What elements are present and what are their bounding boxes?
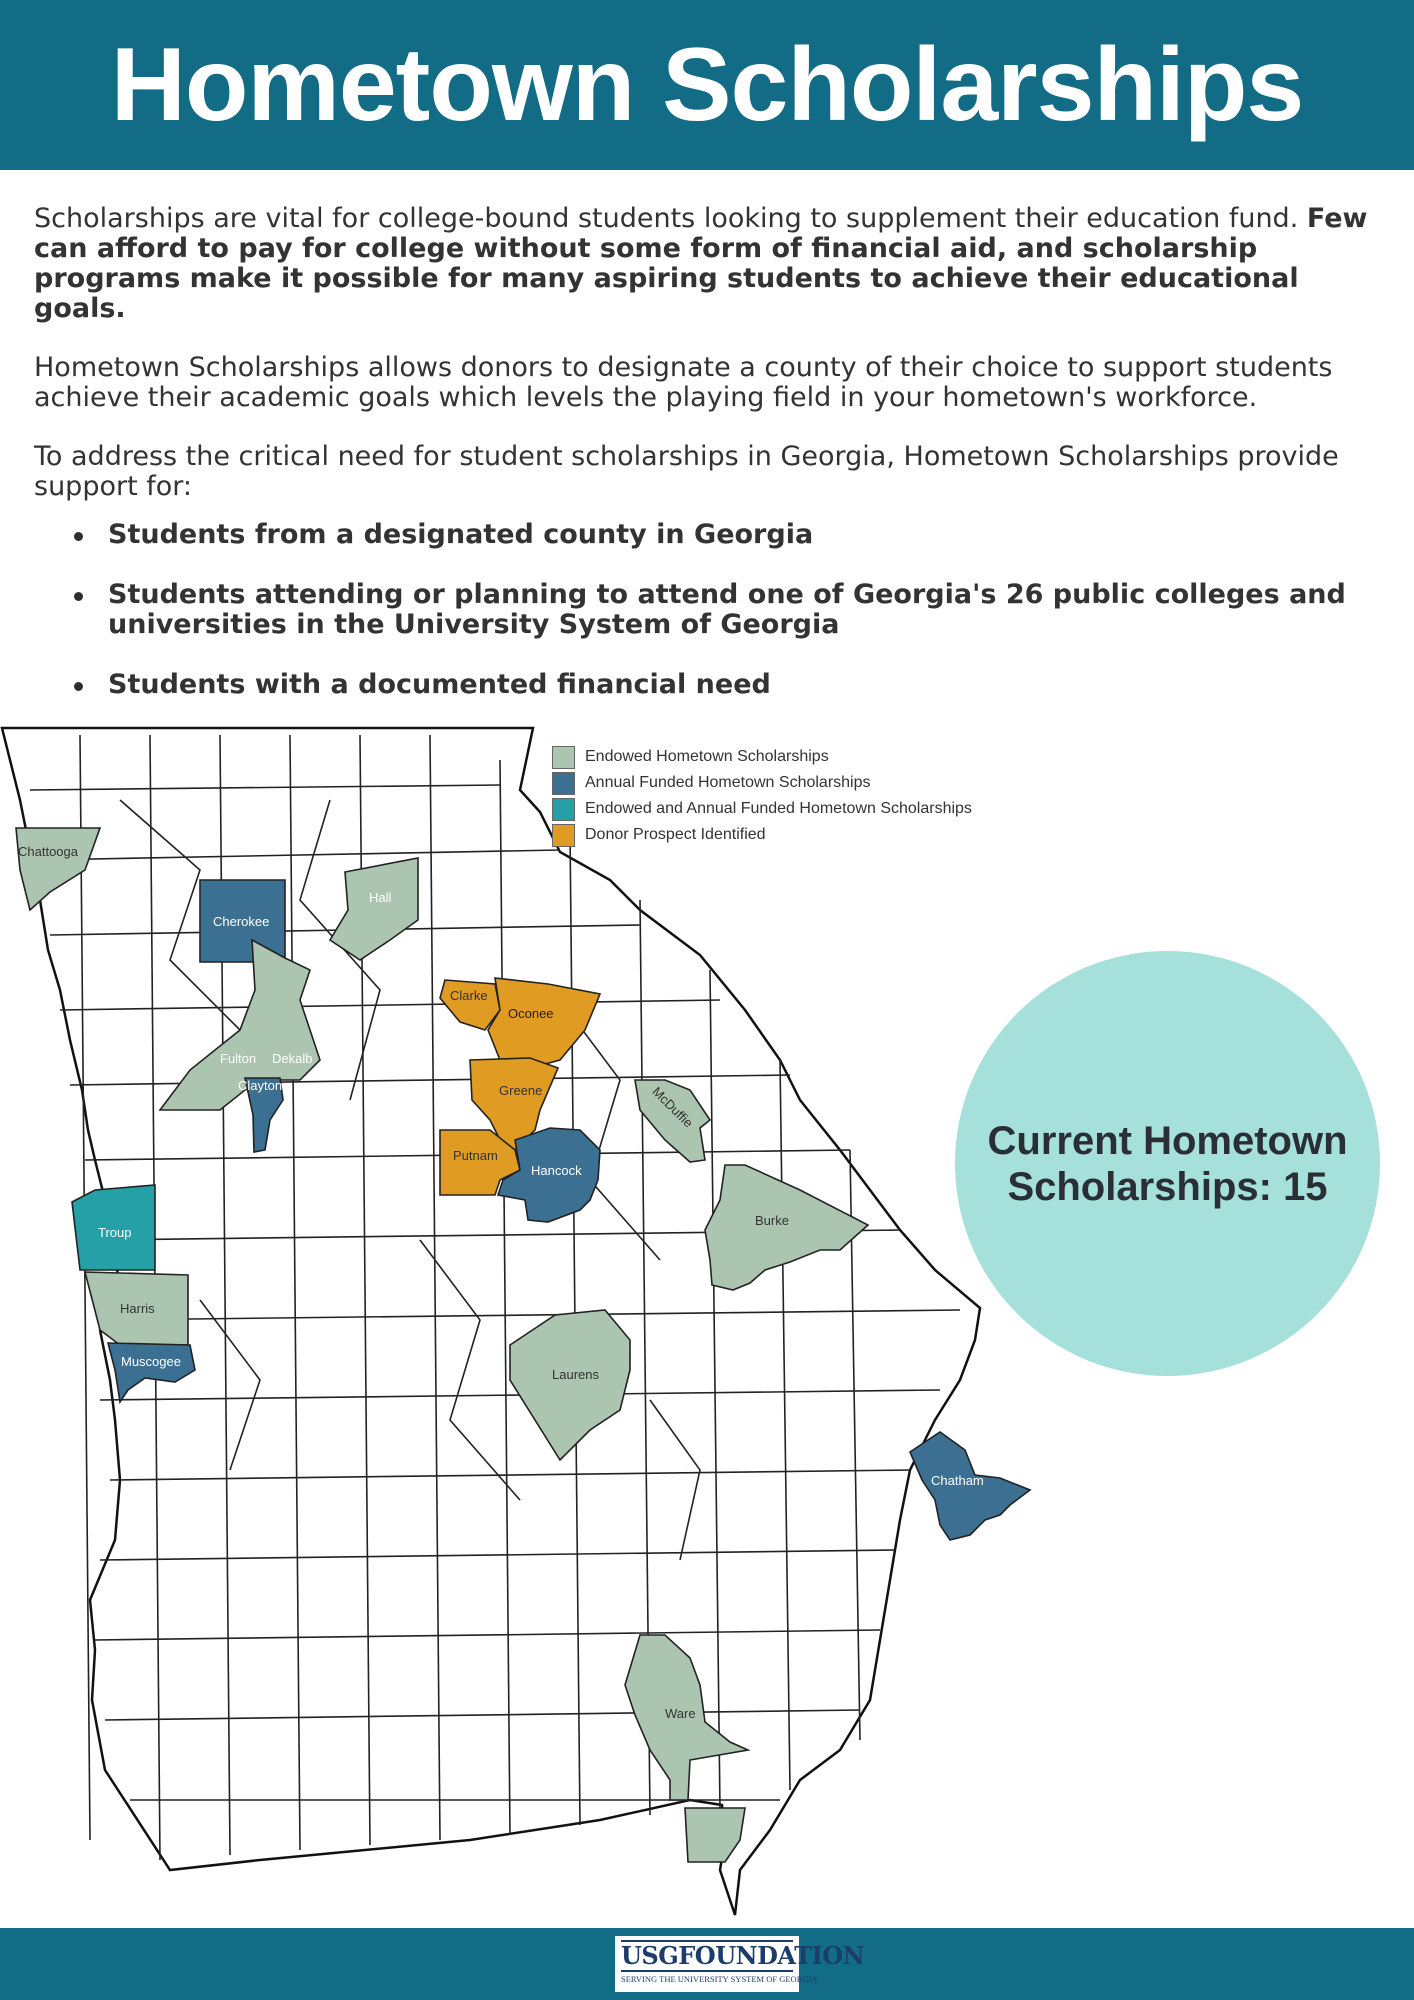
label-mcduffie: McDuffie bbox=[649, 1083, 697, 1131]
list-item: Students from a designated county in Georgia bbox=[108, 520, 1384, 550]
logo-tagline: SERVING THE UNIVERSITY SYSTEM OF GEORGIA bbox=[621, 1974, 818, 1984]
label-ware: Ware bbox=[665, 1706, 696, 1721]
label-putnam: Putnam bbox=[453, 1148, 498, 1163]
legend-swatch bbox=[552, 798, 575, 821]
label-fulton: Fulton bbox=[220, 1051, 257, 1066]
label-harris: Harris bbox=[120, 1301, 155, 1316]
label-chattooga: Chattooga bbox=[18, 844, 78, 859]
page-header bbox=[0, 0, 1414, 170]
label-chatham: Chatham bbox=[931, 1473, 984, 1488]
label-greene: Greene bbox=[499, 1083, 543, 1098]
legend-label: Endowed and Annual Funded Hometown Scholarships bbox=[585, 800, 972, 817]
legend-item-donor-prospect bbox=[552, 822, 972, 848]
logo-wordmark: USGFOUNDATION bbox=[621, 1941, 865, 1970]
label-clarke: Clarke bbox=[450, 988, 488, 1003]
label-dekalb: Dekalb bbox=[272, 1051, 313, 1066]
label-cherokee: Cherokee bbox=[213, 914, 270, 929]
legend-label: Annual Funded Hometown Scholarships bbox=[585, 774, 871, 791]
legend-item-endowed-and-annual bbox=[552, 796, 972, 822]
legend-item-annual bbox=[552, 770, 972, 796]
intro-section bbox=[34, 204, 1384, 730]
georgia-county-map bbox=[0, 720, 1040, 1920]
intro-paragraph-1 bbox=[34, 204, 1384, 324]
legend-swatch bbox=[552, 824, 575, 847]
intro-text: Scholarships are vital for college-bound students looking to supplement their education fund. bbox=[34, 203, 1307, 234]
support-list bbox=[34, 520, 1384, 700]
label-laurens: Laurens bbox=[552, 1367, 599, 1382]
label-clayton: Clayton bbox=[238, 1078, 283, 1093]
list-item: Students attending or planning to attend one of Georgia's 26 public colleges and universities in the University System of Georgia bbox=[108, 580, 1384, 640]
page-title: Hometown Scholarships bbox=[110, 27, 1304, 143]
intro-paragraph-2: Hometown Scholarships allows donors to designate a county of their choice to support students achieve their academic goals which levels the playing field in your hometown's workforce. bbox=[34, 352, 1333, 413]
list-item: Students with a documented financial need bbox=[108, 670, 1384, 700]
label-muscogee: Muscogee bbox=[121, 1354, 181, 1369]
map-legend bbox=[552, 744, 972, 848]
legend-swatch bbox=[552, 772, 575, 795]
legend-swatch bbox=[552, 746, 575, 769]
usg-foundation-logo bbox=[615, 1936, 865, 1992]
label-burke: Burke bbox=[755, 1213, 789, 1228]
scholarship-count-circle bbox=[955, 951, 1380, 1376]
label-hall: Hall bbox=[369, 890, 392, 905]
scholarship-count-text: Current Hometown Scholarships: 15 bbox=[987, 1118, 1348, 1209]
intro-paragraph-3: To address the critical need for student scholarships in Georgia, Hometown Scholarships provide support for: bbox=[34, 441, 1339, 502]
legend-item-endowed bbox=[552, 744, 972, 770]
legend-label: Donor Prospect Identified bbox=[585, 826, 766, 843]
label-troup: Troup bbox=[98, 1225, 132, 1240]
legend-label: Endowed Hometown Scholarships bbox=[585, 748, 829, 765]
intro-emphasis: Few can afford to pay for college without some form of financial aid, and scholarship programs make it possible for many aspiring students to achieve their educational goals. bbox=[34, 203, 1368, 324]
label-oconee: Oconee bbox=[508, 1006, 554, 1021]
label-hancock: Hancock bbox=[531, 1163, 582, 1178]
page-footer bbox=[0, 1928, 1414, 2000]
